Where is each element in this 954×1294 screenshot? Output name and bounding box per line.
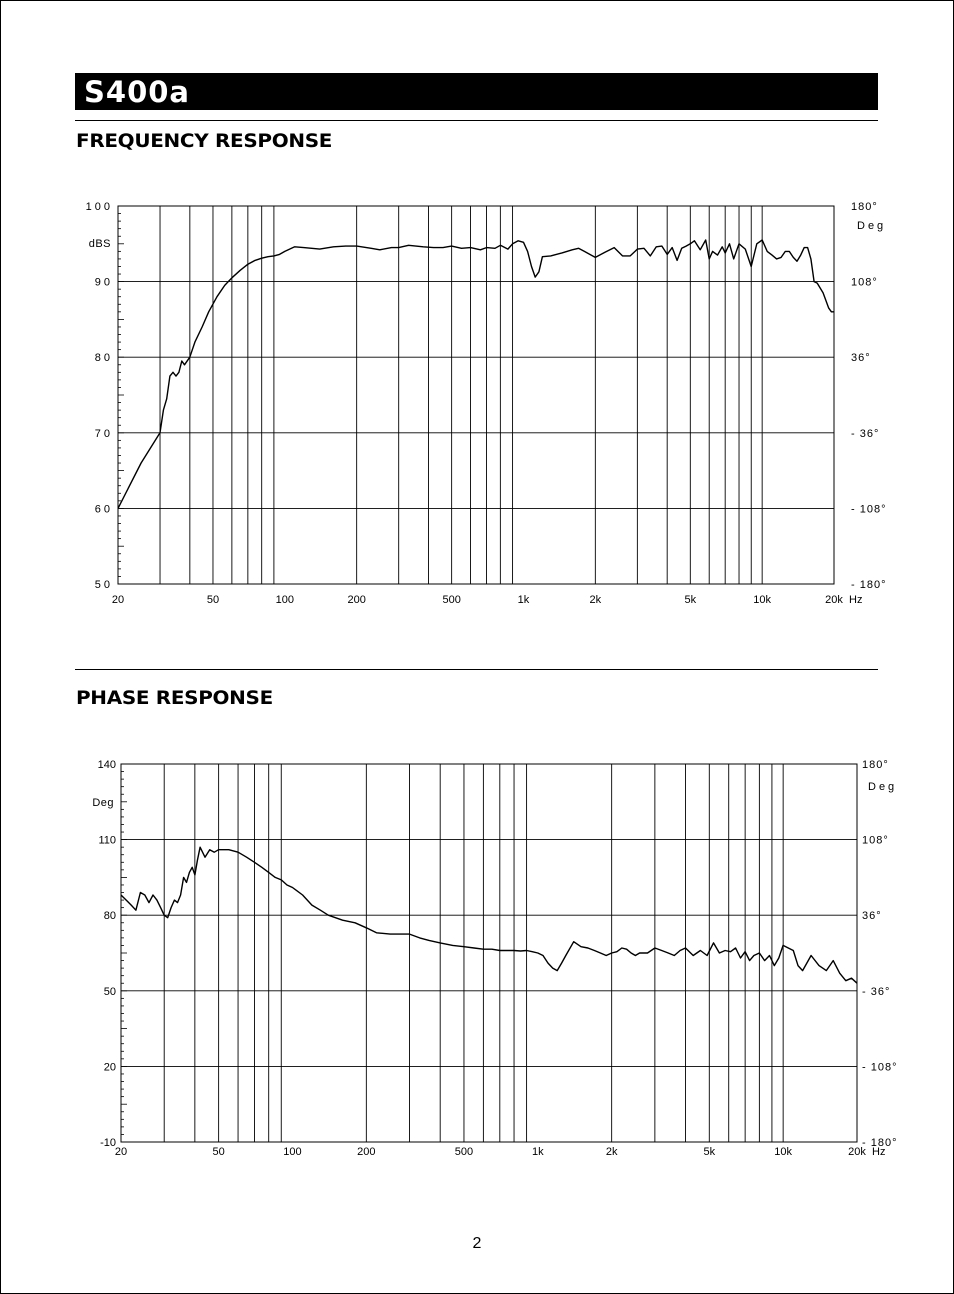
x-axis-unit: Hz [872, 1146, 886, 1158]
x-tick-label: 10k [753, 594, 772, 606]
y-tick-label-left: -10 [100, 1137, 116, 1149]
y-tick-label-right: 36° [851, 352, 871, 365]
x-tick-label: 200 [347, 594, 366, 606]
y-tick-label-right: - 180° [862, 1137, 898, 1149]
y-tick-label-left: 90 [94, 276, 113, 289]
x-tick-label: 1k [517, 594, 530, 606]
y-tick-label-right: - 180° [851, 579, 887, 591]
x-tick-label: 100 [275, 594, 295, 606]
x-tick-label: 500 [442, 594, 461, 606]
y-tick-label-left: 60 [94, 503, 113, 516]
y-tick-label-left: 80 [103, 910, 116, 923]
y-tick-label-right: - 108° [862, 1061, 898, 1074]
page-number: 2 [472, 1235, 482, 1252]
x-tick-label: 1k [532, 1146, 544, 1158]
y-tick-label-right: 108° [851, 276, 878, 289]
y-tick-label-right: 180° [862, 759, 889, 771]
y-tick-label-right: 180° [851, 201, 878, 213]
x-tick-label: 20 [111, 594, 125, 606]
x-axis-unit: Hz [849, 594, 863, 606]
x-tick-label: 200 [357, 1146, 376, 1158]
x-tick-label: 50 [212, 1146, 225, 1158]
y-tick-label-right: - 108° [851, 503, 887, 516]
y-tick-label-left: 70 [94, 427, 113, 440]
y-tick-label-left: 50 [103, 985, 116, 998]
y-axis-label-left: dBS [88, 238, 111, 250]
x-tick-label: 100 [283, 1146, 302, 1158]
y-tick-label-left: 100 [85, 201, 113, 213]
y-tick-label-right: 36° [862, 910, 882, 923]
y-axis-label-right: Deg [868, 781, 898, 793]
model-title: S400a [84, 75, 190, 109]
x-tick-label: 5k [684, 594, 697, 606]
x-tick-label: 20 [114, 1146, 128, 1158]
x-tick-label: 50 [206, 594, 220, 606]
x-tick-label: 10k [774, 1146, 793, 1158]
x-tick-label: 5k [703, 1146, 716, 1158]
y-tick-label-right: - 36° [851, 427, 880, 440]
y-tick-label-left: 80 [94, 352, 113, 365]
x-tick-label: 20k [825, 594, 843, 606]
y-tick-label-right: 108° [862, 834, 889, 847]
x-tick-label: 2k [605, 1146, 618, 1158]
y-axis-label-left: Deg [92, 797, 114, 809]
y-tick-label-left: 140 [97, 759, 116, 771]
plot-frame [121, 764, 857, 1142]
y-tick-label-left: 110 [98, 834, 116, 847]
phase-section-title: PHASE RESPONSE [76, 687, 273, 709]
x-tick-label: 2k [589, 594, 602, 606]
y-axis-label-right: Deg [857, 220, 887, 232]
x-tick-label: 500 [454, 1146, 474, 1158]
frequency-section-title: FREQUENCY RESPONSE [76, 130, 333, 152]
y-tick-label-right: - 36° [862, 985, 891, 998]
y-tick-label-left: 20 [103, 1061, 116, 1074]
y-tick-label-left: 50 [94, 579, 113, 591]
x-tick-label: 20k [848, 1146, 866, 1158]
